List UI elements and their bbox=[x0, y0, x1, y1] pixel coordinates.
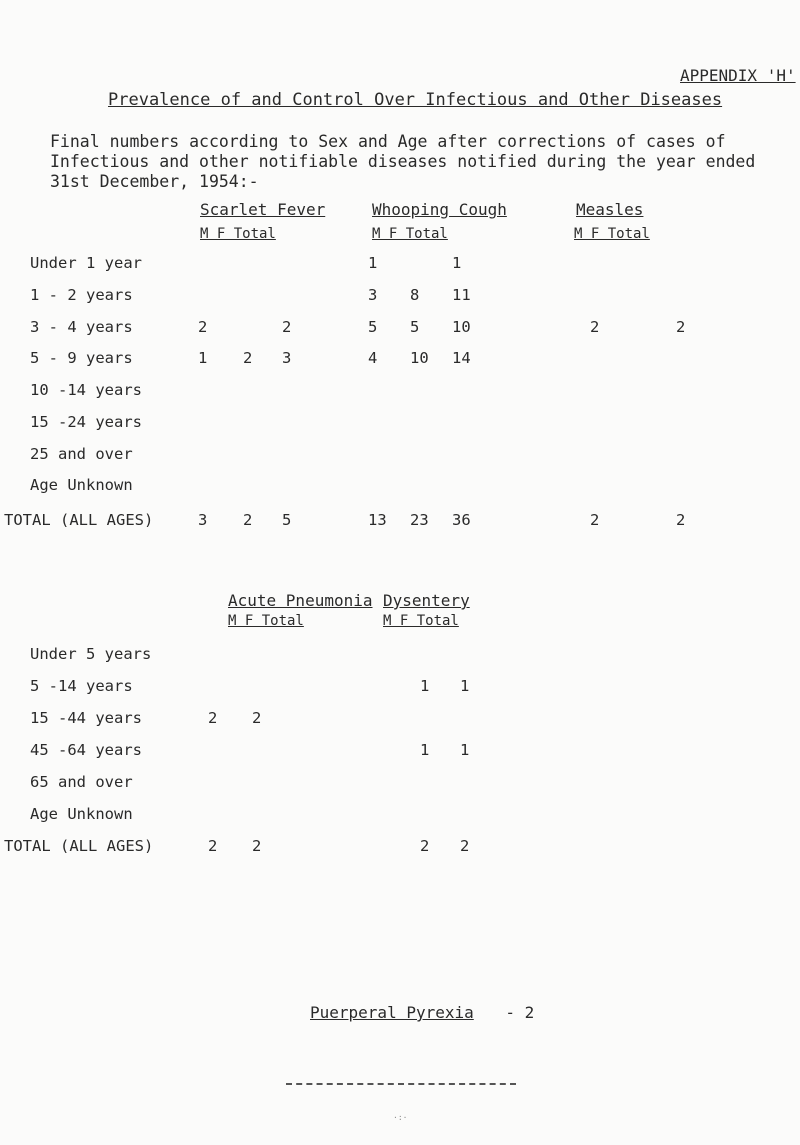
cell-wc-m: 13 bbox=[368, 511, 387, 529]
subheader-acute-pneumonia: M F Total bbox=[228, 613, 304, 629]
cell-sf-total: 3 bbox=[282, 349, 292, 367]
cell-ap-f: 2 bbox=[208, 837, 218, 855]
row-label: TOTAL (ALL AGES) bbox=[4, 837, 154, 855]
cell-me-total: 2 bbox=[676, 318, 686, 336]
cell-me-m: 2 bbox=[590, 318, 600, 336]
cell-wc-total: 14 bbox=[452, 349, 471, 367]
cell-wc-f: 5 bbox=[410, 318, 420, 336]
puerperal-pyrexia bbox=[310, 1003, 534, 1022]
cell-me-total: 2 bbox=[676, 511, 686, 529]
scan-mark: ·:· bbox=[393, 1113, 408, 1122]
cell-sf-m: 3 bbox=[198, 511, 208, 529]
header-dysentery: Dysentery bbox=[383, 591, 470, 610]
row-label: 10 -14 years bbox=[30, 381, 142, 399]
row-label: 5 -14 years bbox=[30, 677, 133, 695]
cell-wc-total: 36 bbox=[452, 511, 471, 529]
header-whooping-cough: Whooping Cough bbox=[372, 200, 507, 219]
row-label: TOTAL (ALL AGES) bbox=[4, 511, 154, 529]
row-label: 15 -44 years bbox=[30, 709, 142, 727]
cell-dy-f: 1 bbox=[420, 741, 430, 759]
row-label: Age Unknown bbox=[30, 805, 133, 823]
header-acute-pneumonia: Acute Pneumonia bbox=[228, 591, 373, 610]
cell-wc-m: 5 bbox=[368, 318, 378, 336]
row-label: 1 - 2 years bbox=[30, 286, 133, 304]
cell-me-m: 2 bbox=[590, 511, 600, 529]
cell-dy-total: 1 bbox=[460, 741, 470, 759]
intro-text: Final numbers according to Sex and Age after corrections of cases of Infectious and other notifiable diseases notified during the year ended 31st December, 1954:- bbox=[50, 132, 756, 191]
puerperal-pyrexia-label: Puerperal Pyrexia bbox=[310, 1003, 474, 1022]
cell-dy-f: 1 bbox=[420, 677, 430, 695]
cell-wc-f: 23 bbox=[410, 511, 429, 529]
row-label: 65 and over bbox=[30, 773, 133, 791]
header-scarlet-fever: Scarlet Fever bbox=[200, 200, 326, 219]
row-label: Age Unknown bbox=[30, 476, 133, 494]
cell-dy-total: 1 bbox=[460, 677, 470, 695]
bottom-rule bbox=[286, 1083, 516, 1085]
cell-wc-total: 1 bbox=[452, 254, 462, 272]
cell-sf-m: 1 bbox=[198, 349, 208, 367]
appendix-label: APPENDIX 'H' bbox=[680, 66, 796, 85]
row-label: 3 - 4 years bbox=[30, 318, 133, 336]
cell-wc-total: 11 bbox=[452, 286, 471, 304]
cell-wc-f: 8 bbox=[410, 286, 420, 304]
cell-sf-f: 2 bbox=[243, 511, 253, 529]
page-title: Prevalence of and Control Over Infectious and Other Diseases bbox=[108, 90, 723, 110]
cell-sf-total: 5 bbox=[282, 511, 292, 529]
cell-wc-f: 10 bbox=[410, 349, 429, 367]
header-measles: Measles bbox=[576, 200, 644, 219]
cell-dy-f: 2 bbox=[420, 837, 430, 855]
row-label: 45 -64 years bbox=[30, 741, 142, 759]
subheader-dysentery: M F Total bbox=[383, 613, 459, 629]
cell-wc-total: 10 bbox=[452, 318, 471, 336]
cell-wc-m: 1 bbox=[368, 254, 378, 272]
puerperal-pyrexia-value: - 2 bbox=[505, 1003, 535, 1022]
cell-sf-total: 2 bbox=[282, 318, 292, 336]
row-label: 25 and over bbox=[30, 445, 133, 463]
cell-wc-m: 4 bbox=[368, 349, 378, 367]
row-label: 15 -24 years bbox=[30, 413, 142, 431]
cell-sf-f: 2 bbox=[243, 349, 253, 367]
cell-sf-m: 2 bbox=[198, 318, 208, 336]
row-label: Under 5 years bbox=[30, 645, 152, 663]
cell-ap-f: 2 bbox=[208, 709, 218, 727]
cell-ap-total: 2 bbox=[252, 837, 262, 855]
subheader-scarlet-fever: M F Total bbox=[200, 226, 276, 242]
row-label: 5 - 9 years bbox=[30, 349, 133, 367]
cell-wc-m: 3 bbox=[368, 286, 378, 304]
row-label: Under 1 year bbox=[30, 254, 142, 272]
subheader-measles: M F Total bbox=[574, 226, 650, 242]
cell-dy-total: 2 bbox=[460, 837, 470, 855]
cell-ap-total: 2 bbox=[252, 709, 262, 727]
subheader-whooping-cough: M F Total bbox=[372, 226, 448, 242]
